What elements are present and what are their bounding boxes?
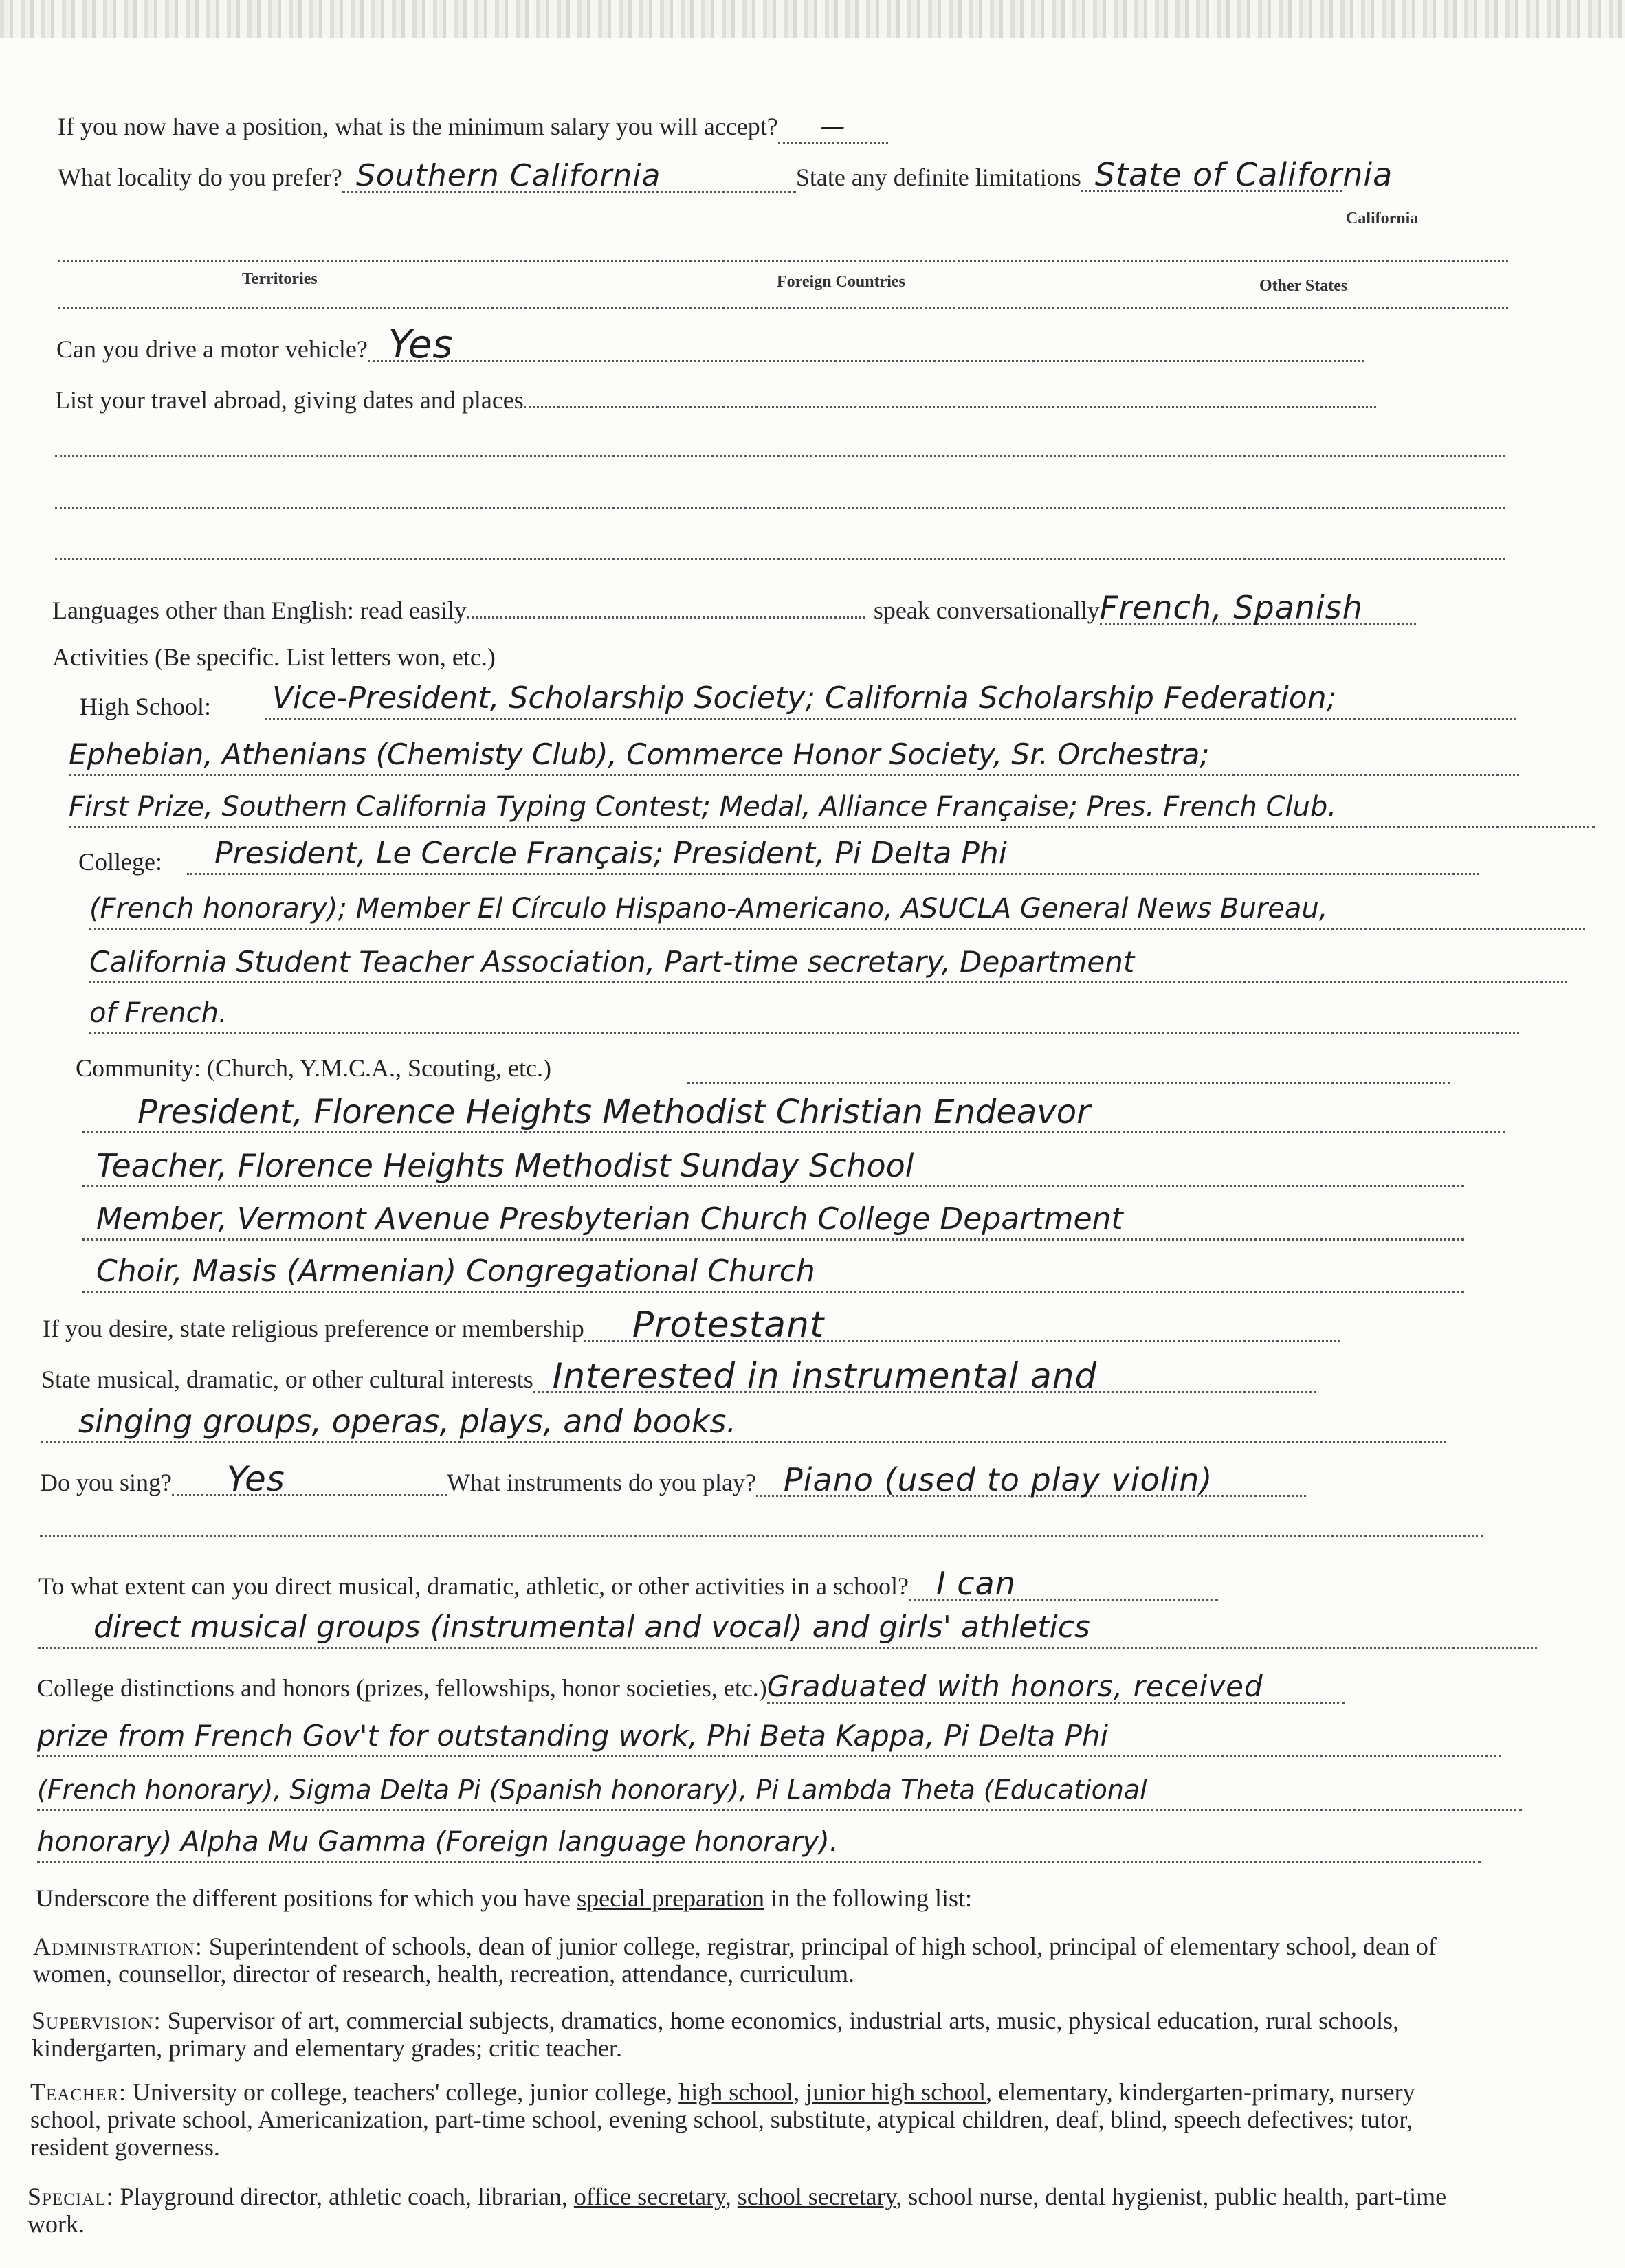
direct-line-2[interactable]: direct musical groups (instrumental and vocal) and girls' athletics: [38, 1608, 1537, 1649]
religion-label: If you desire, state religious preference or membership: [43, 1315, 584, 1342]
direct-label: To what extent can you direct musical, dramatic, athletic, or other activities in a school?: [38, 1572, 909, 1600]
travel-row: [55, 385, 1376, 415]
teacher-junior-high-school[interactable]: junior high school: [806, 2078, 986, 2106]
speak-label: speak conversationally: [873, 597, 1100, 624]
travel-value[interactable]: [524, 406, 1376, 408]
locality-blank-line[interactable]: [58, 260, 1508, 262]
supervision-paragraph: [32, 2007, 1489, 2062]
honors-line-1[interactable]: Graduated with honors, received: [767, 1671, 1345, 1704]
travel-blank-line-3[interactable]: [55, 558, 1505, 560]
cultural-line-2[interactable]: singing groups, operas, plays, and books.: [41, 1402, 1446, 1443]
honors-line-2[interactable]: prize from French Gov't for outstanding work, Phi Beta Kappa, Pi Delta Phi: [37, 1717, 1501, 1757]
underscore-instruction: [36, 1883, 972, 1913]
direct-row: [38, 1565, 1218, 1602]
teacher-text-2: ,: [793, 2078, 806, 2106]
underscore-post: in the following list:: [764, 1885, 972, 1912]
travel-label: List your travel abroad, giving dates and places: [55, 386, 524, 414]
drive-label: Can you drive a motor vehicle?: [56, 335, 368, 363]
locality-blank-line-2[interactable]: [58, 307, 1508, 309]
special-office-secretary[interactable]: office secretary: [573, 2183, 725, 2210]
college-line-3[interactable]: California Student Teacher Association, Part-time secretary, Department: [89, 943, 1567, 983]
teacher-paragraph: [30, 2078, 1488, 2161]
languages-label: Languages other than English: read easily: [52, 597, 467, 624]
direct-line-1[interactable]: I can: [909, 1568, 1218, 1601]
drive-value[interactable]: Yes: [368, 330, 1364, 362]
religion-value[interactable]: Protestant: [584, 1310, 1340, 1342]
activities-label: Activities (Be specific. List letters won, etc.): [52, 643, 496, 671]
community-label: Community: (Church, Y.M.C.A., Scouting, etc.): [76, 1054, 551, 1082]
college-line-1[interactable]: President, Le Cercle Français; President, Pi Delta Phi: [187, 834, 1479, 875]
cultural-row: [41, 1356, 1316, 1396]
administration-text[interactable]: Superintendent of schools, dean of junior college, registrar, principal of high school, principal of elementary school, dean of women, counsellor, director of research, health, recreation, attendance, curriculum.: [33, 1933, 1437, 1988]
speak-value[interactable]: French, Spanish: [1100, 592, 1416, 625]
honors-line-3[interactable]: (French honorary), Sigma Delta Pi (Spanish honorary), Pi Lambda Theta (Educational: [37, 1770, 1522, 1811]
read-easily-value[interactable]: [467, 616, 865, 619]
scan-torn-edge: [0, 0, 1625, 38]
college-label: College:: [78, 848, 162, 876]
locality-row: [58, 156, 1393, 193]
col-foreign-countries: Foreign Countries: [777, 273, 905, 291]
languages-row: [52, 589, 1416, 626]
special-heading: Special:: [27, 2183, 114, 2210]
sing-row: [40, 1459, 1306, 1499]
high-school-label: High School:: [80, 693, 212, 720]
cultural-label: State musical, dramatic, or other cultural interests: [41, 1366, 533, 1393]
col-california: California: [1346, 210, 1419, 227]
honors-row: [37, 1671, 1345, 1704]
community-label-fill[interactable]: [687, 1082, 1450, 1084]
locality-label: What locality do you prefer?: [58, 164, 342, 191]
travel-blank-line-1[interactable]: [55, 455, 1505, 457]
special-paragraph: [27, 2183, 1488, 2238]
underscore-pre: Underscore the different positions for which you have: [36, 1885, 577, 1912]
sing-label: Do you sing?: [40, 1469, 172, 1496]
supervision-text[interactable]: Supervisor of art, commercial subjects, dramatics, home economics, industrial arts, music, physical education, rural schools, kindergarten, primary and elementary grades; critic teacher.: [32, 2007, 1400, 2062]
college-line-2[interactable]: (French honorary); Member El Círculo Hispano-Americano, ASUCLA General News Bureau,: [89, 889, 1585, 930]
sing-value[interactable]: Yes: [172, 1464, 447, 1496]
salary-value[interactable]: —: [778, 112, 888, 144]
community-line-4[interactable]: Choir, Masis (Armenian) Congregational Church: [82, 1252, 1464, 1293]
locality-value[interactable]: Southern California: [342, 161, 796, 193]
honors-line-4[interactable]: honorary) Alpha Mu Gamma (Foreign language honorary).: [37, 1823, 1481, 1863]
teacher-high-school[interactable]: high school: [678, 2078, 794, 2106]
college-line-4[interactable]: of French.: [89, 994, 1519, 1034]
administration-paragraph: [33, 1933, 1490, 1988]
special-text-3: , school nurse, dental hygienist, public health, part-time work.: [27, 2183, 1447, 2238]
community-line-3[interactable]: Member, Vermont Avenue Presbyterian Church College Department: [82, 1200, 1464, 1241]
high-school-line-1[interactable]: Vice-President, Scholarship Society; California Scholarship Federation;: [265, 679, 1516, 720]
travel-blank-line-2[interactable]: [55, 507, 1505, 509]
col-other-states: Other States: [1259, 277, 1348, 295]
instruments-value[interactable]: Piano (used to play violin): [756, 1465, 1306, 1497]
cultural-line-1[interactable]: Interested in instrumental and: [533, 1361, 1316, 1393]
special-text-1: Playground director, athletic coach, librarian,: [113, 2183, 574, 2210]
salary-label: If you now have a position, what is the minimum salary you will accept?: [58, 113, 778, 140]
teacher-text-3: , elementary, kindergarten-primary, nursery school, private school, Americanization, part-time school, evening school, substitute, atypical children, deaf, blind, speech defectives; tutor, resident governess.: [30, 2078, 1415, 2161]
high-school-line-2[interactable]: Ephebian, Athenians (Chemisty Club), Commerce Honor Society, Sr. Orchestra;: [69, 735, 1519, 776]
supervision-heading: Supervision:: [32, 2007, 162, 2034]
teacher-text-1: University or college, teachers' college, junior college,: [126, 2078, 679, 2106]
special-text-2: ,: [725, 2183, 738, 2210]
special-school-secretary[interactable]: school secretary: [737, 2183, 896, 2210]
underscore-emph: special preparation: [577, 1885, 764, 1912]
teacher-heading: Teacher:: [30, 2078, 126, 2106]
administration-heading: Administration:: [33, 1933, 203, 1960]
limitations-label: State any definite limitations: [795, 164, 1081, 191]
instruments-blank-line[interactable]: [40, 1535, 1483, 1537]
salary-row: [58, 111, 888, 144]
religion-row: [43, 1304, 1340, 1346]
high-school-line-3[interactable]: First Prize, Southern California Typing Contest; Medal, Alliance Française; Pres. French Club.: [69, 788, 1595, 828]
community-line-2[interactable]: Teacher, Florence Heights Methodist Sunday School: [82, 1146, 1464, 1187]
honors-label: College distinctions and honors (prizes, fellowships, honor societies, etc.): [37, 1674, 767, 1702]
instruments-label: What instruments do you play?: [447, 1469, 756, 1496]
col-territories: Territories: [242, 270, 318, 288]
limitations-value[interactable]: State of California: [1081, 159, 1342, 192]
drive-row: [56, 322, 1364, 367]
community-line-1[interactable]: President, Florence Heights Methodist Christian Endeavor: [82, 1093, 1505, 1133]
